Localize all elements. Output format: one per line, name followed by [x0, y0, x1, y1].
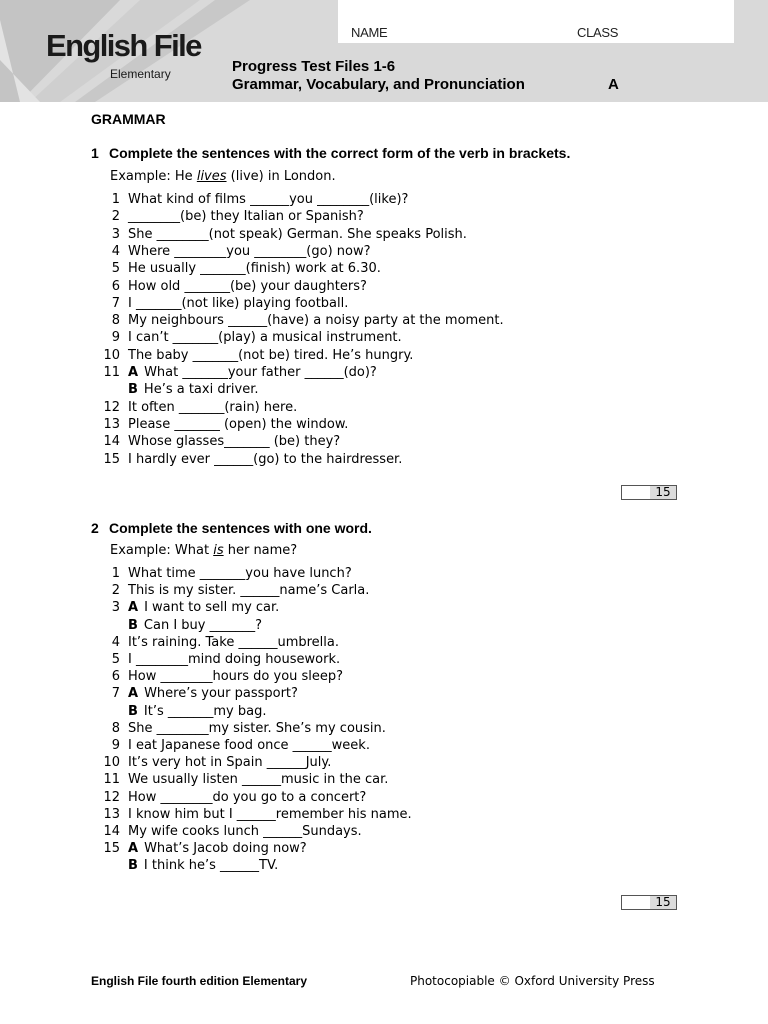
- question-text: [128, 243, 371, 260]
- question-number: 3: [111, 226, 120, 242]
- example-prefix: Example: He: [110, 169, 197, 184]
- question-number: 9: [111, 738, 120, 753]
- question-number: 9: [111, 330, 120, 346]
- question-text: [128, 823, 362, 840]
- question-sentence: I eat Japanese food once ______week.: [128, 738, 370, 753]
- question-text: [128, 295, 348, 312]
- exercise-1-number: 1: [91, 145, 99, 161]
- question-sentence: My neighbours ______(have) a noisy party at the moment.: [128, 313, 504, 329]
- question-number: 7: [111, 686, 120, 702]
- question-sentence: I know him but I ______remember his name.: [128, 806, 412, 822]
- question-sentence: She ________(not speak) German. She speaks Polish.: [128, 226, 467, 242]
- question-number: 1: [111, 566, 120, 581]
- example-answer: lives: [196, 169, 227, 184]
- question-number: 10: [103, 755, 120, 771]
- score-entry[interactable]: [622, 896, 651, 909]
- question-text: [128, 617, 262, 634]
- question-sentence: It’s _______my bag.: [143, 703, 267, 719]
- speaker-label: B: [128, 617, 138, 633]
- question-sentence: How ________hours do you sleep?: [128, 669, 344, 685]
- question-sentence: We usually listen ______music in the car.: [128, 772, 389, 788]
- question-text: [128, 582, 369, 599]
- question-sentence: It’s very hot in Spain ______July.: [128, 755, 332, 771]
- question-text: [128, 789, 366, 806]
- question-text: [128, 857, 278, 874]
- question-sentence: What time _______you have lunch?: [128, 566, 352, 581]
- question-number: 4: [111, 634, 120, 650]
- question-text: [128, 278, 367, 295]
- question-text: [128, 685, 298, 702]
- question-sentence: This is my sister. ______name’s Carla.: [128, 583, 370, 599]
- question-sentence: My wife cooks lunch ______Sundays.: [128, 824, 362, 839]
- example-answer: is: [213, 543, 224, 558]
- question-number: 6: [111, 669, 120, 685]
- question-text: [128, 381, 259, 398]
- score-total: 15: [650, 486, 676, 499]
- question-sentence: I _______(not like) playing football.: [128, 295, 349, 311]
- question-sentence: Please _______ (open) the window.: [128, 416, 349, 432]
- question-sentence: Where ________you ________(go) now?: [128, 243, 371, 259]
- speaker-label: A: [128, 686, 139, 702]
- question-sentence: How old _______(be) your daughters?: [128, 278, 367, 294]
- question-text: [128, 806, 412, 823]
- question-number: 11: [103, 772, 120, 788]
- question-text: [128, 771, 388, 788]
- question-text: [128, 737, 370, 754]
- question-sentence: I hardly ever ______(go) to the hairdresser.: [128, 451, 403, 467]
- speaker-label: B: [128, 858, 138, 874]
- question-sentence: ________(be) they Italian or Spanish?: [128, 209, 364, 225]
- exercise-2-title: [91, 520, 372, 536]
- question-text: [128, 720, 386, 737]
- example-prefix: Example: What: [110, 543, 214, 558]
- question-text: [128, 565, 352, 582]
- question-sentence: She ________my sister. She’s my cousin.: [128, 720, 386, 736]
- question-sentence: How ________do you go to a concert?: [128, 789, 367, 805]
- question-number: 12: [103, 399, 120, 415]
- speaker-label: B: [128, 382, 138, 398]
- question-text: [128, 191, 408, 208]
- question-sentence: It often _______(rain) here.: [128, 399, 298, 415]
- question-number: 14: [103, 434, 120, 450]
- question-sentence: The baby _______(not be) tired. He’s hungry.: [128, 347, 414, 363]
- question-text: [128, 840, 307, 857]
- score-total: 15: [650, 896, 676, 909]
- question-text: [128, 312, 504, 329]
- question-number: 2: [111, 209, 120, 225]
- question-number: 14: [103, 824, 120, 839]
- speaker-label: B: [128, 703, 138, 719]
- question-text: [128, 703, 266, 720]
- question-number: 8: [111, 720, 120, 736]
- question-number: 7: [111, 295, 120, 311]
- speaker-label: A: [128, 600, 139, 616]
- question-sentence: I ________mind doing housework.: [128, 652, 341, 667]
- exercise-2-number: 2: [91, 520, 99, 536]
- question-text: [128, 416, 348, 433]
- question-text: [128, 260, 381, 277]
- speaker-label: A: [128, 365, 139, 380]
- question-number: 15: [103, 451, 120, 467]
- question-number: 5: [111, 652, 120, 667]
- question-number: 12: [103, 789, 120, 805]
- logo-subtitle: Elementary: [110, 67, 171, 81]
- question-text: [128, 208, 364, 225]
- question-text: [128, 226, 467, 243]
- test-subtitle: Grammar, Vocabulary, and Pronunciation: [232, 76, 525, 93]
- question-sentence: What kind of films ______you ________(like)?: [128, 192, 409, 207]
- footer-edition: English File fourth edition Elementary: [91, 974, 308, 988]
- question-sentence: I can’t _______(play) a musical instrument.: [128, 330, 402, 346]
- question-number: 6: [111, 278, 120, 294]
- question-text: [128, 347, 413, 364]
- exercise-2-instruction: Complete the sentences with one word.: [109, 520, 372, 536]
- question-sentence: I want to sell my car.: [144, 600, 280, 616]
- question-sentence: He usually _______(finish) work at 6.30.: [128, 261, 381, 277]
- question-sentence: What’s Jacob doing now?: [144, 841, 307, 857]
- score-entry[interactable]: [622, 486, 651, 499]
- question-sentence: Where’s your passport?: [144, 686, 298, 702]
- question-text: [128, 433, 340, 450]
- example-suffix: (live) in London.: [226, 169, 336, 184]
- question-text: [128, 329, 402, 346]
- question-sentence: What _______your father ______(do)?: [144, 365, 377, 380]
- test-version: A: [608, 76, 619, 93]
- question-sentence: I think he’s ______TV.: [143, 858, 279, 874]
- question-number: 8: [111, 313, 120, 329]
- test-title: Progress Test Files 1-6: [232, 58, 396, 75]
- question-sentence: It’s raining. Take ______umbrella.: [128, 634, 339, 650]
- question-sentence: He’s a taxi driver.: [143, 382, 259, 398]
- exercise-1-instruction: Complete the sentences with the correct form of the verb in brackets.: [109, 145, 571, 161]
- question-number: 11: [103, 365, 120, 380]
- question-text: [128, 399, 297, 416]
- exercise-1-example: [110, 169, 336, 184]
- class-label: CLASS: [577, 25, 619, 40]
- footer-copyright: Photocopiable © Oxford University Press: [410, 974, 655, 988]
- section-heading: GRAMMAR: [91, 111, 166, 127]
- name-label: NAME: [351, 25, 388, 40]
- speaker-label: A: [128, 841, 139, 857]
- question-number: 5: [111, 261, 120, 277]
- exercise-1-title: [91, 145, 570, 161]
- question-text: [128, 754, 331, 771]
- name-class-box: [338, 0, 734, 43]
- question-sentence: Whose glasses_______ (be) they?: [128, 434, 341, 450]
- question-text: [128, 651, 340, 668]
- question-number: 4: [111, 243, 120, 259]
- example-suffix: her name?: [223, 543, 298, 558]
- exercise-2-example: [110, 543, 297, 558]
- question-number: 1: [111, 192, 120, 207]
- question-number: 15: [103, 841, 120, 857]
- question-number: 13: [103, 416, 120, 432]
- question-text: [128, 451, 402, 468]
- question-number: 3: [111, 600, 120, 616]
- exercise-1-score-box: [621, 485, 677, 500]
- question-number: 13: [103, 806, 120, 822]
- question-number: 10: [103, 347, 120, 363]
- question-text: [128, 599, 279, 616]
- question-number: 2: [111, 583, 120, 599]
- question-text: [128, 634, 339, 651]
- question-text: [128, 668, 343, 685]
- question-text: [128, 364, 377, 381]
- logo-title: English File: [46, 28, 201, 63]
- exercise-2-score-box: [621, 895, 677, 910]
- header-band: [0, 0, 768, 102]
- question-sentence: Can I buy _______?: [143, 617, 263, 633]
